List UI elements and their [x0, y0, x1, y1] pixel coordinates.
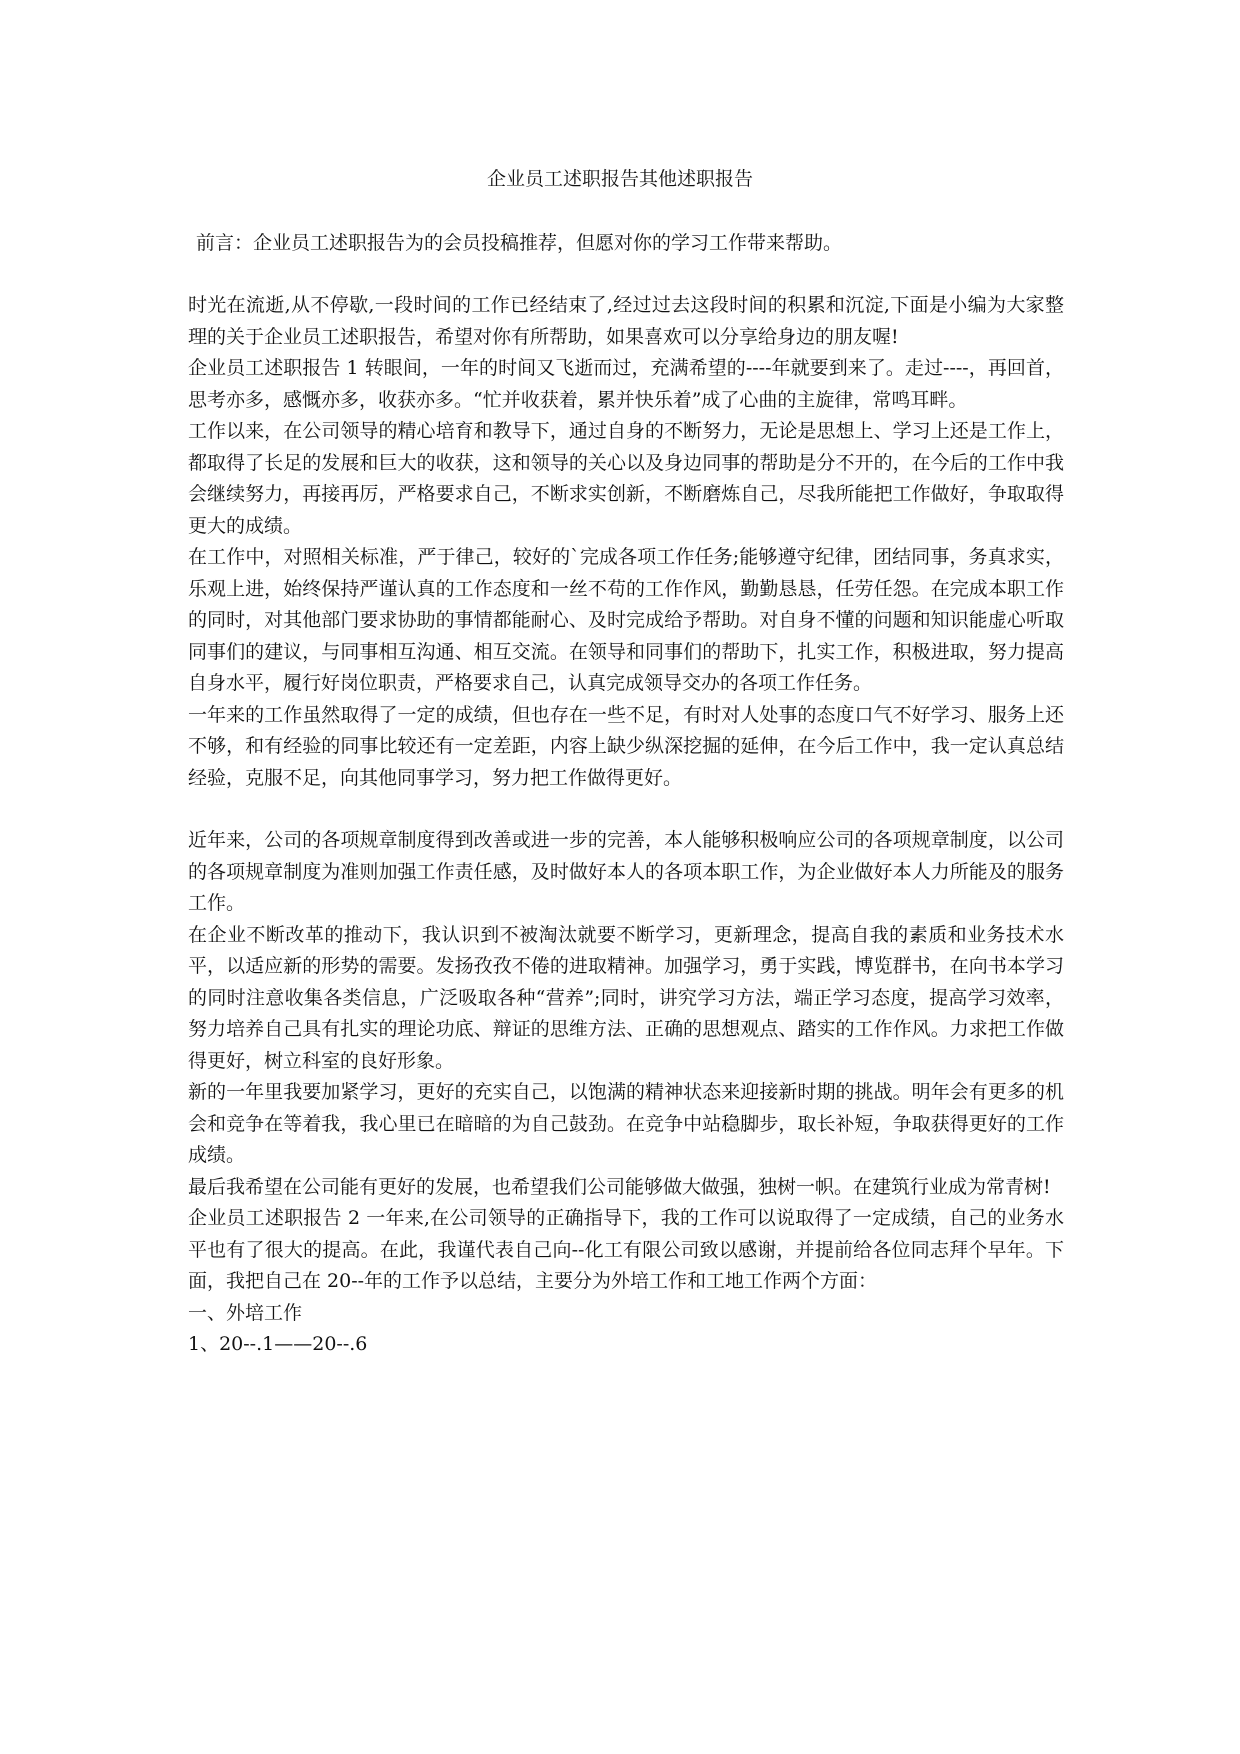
document-title: 企业员工述职报告其他述职报告 [486, 168, 753, 190]
paragraph-hope: 最后我希望在公司能有更好的发展，也希望我们公司能够做大做强，独树一帜。在建筑行业成为常青树! [188, 1175, 1051, 1198]
paragraph-report-1-opening: 企业员工述职报告 1 转眼间，一年的时间又飞逝而过，充满希望的----年就要到来了。走过----，再回首，思考亦多，感慨亦多，收获亦多。“忙并收获着，累并快乐着”成了心曲的主旋律，常鸣耳畔。 [188, 357, 1064, 411]
document-body [188, 290, 1064, 1361]
paragraph-work-since: 工作以来，在公司领导的精心培育和教导下，通过自身的不断努力，无论是思想上、学习上还是工作上，都取得了长足的发展和巨大的收获，这和领导的关心以及身边同事的帮助是分不开的，在今后的工作中我会继续努力，再接再厉，严格要求自己，不断求实创新，不断磨炼自己，尽我所能把工作做好，争取取得更大的成绩。 [188, 420, 1064, 537]
paragraph-spacer [188, 794, 1064, 825]
list-item-period: 1、20--.1——20--.6 [188, 1333, 368, 1355]
section-heading-external-training: 一、外培工作 [188, 1301, 303, 1324]
paragraph-intro: 时光在流逝,从不停歇,一段时间的工作已经结束了,经过过去这段时间的积累和沉淀,下面是小编为大家整理的关于企业员工述职报告，希望对你有所帮助，如果喜欢可以分享给身边的朋友喔! [188, 294, 1064, 348]
paragraph-learning: 在企业不断改革的推动下，我认识到不被淘汰就要不断学习，更新理念，提高自我的素质和业务技术水平，以适应新的形势的需要。发扬孜孜不倦的进取精神。加强学习，勇于实践，博览群书，在向书本学习的同时注意收集各类信息，广泛吸取各种“营养”;同时，讲究学习方法，端正学习态度，提高学习效率，努力培养自己具有扎实的理论功底、辩证的思维方法、正确的思想观点、踏实的工作作风。力求把工作做得更好，树立科室的良好形象。 [188, 923, 1064, 1072]
paragraph-regulations: 近年来，公司的各项规章制度得到改善或进一步的完善，本人能够积极响应公司的各项规章制度，以公司的各项规章制度为准则加强工作责任感，及时做好本人的各项本职工作，为企业做好本人力所能及的服务工作。 [188, 829, 1064, 914]
document-preface: 前言：企业员工述职报告为的会员投稿推荐，但愿对你的学习工作带来帮助。 [196, 232, 843, 254]
paragraph-report-2-opening: 企业员工述职报告 2 一年来,在公司领导的正确指导下，我的工作可以说取得了一定成绩，自己的业务水平也有了很大的提高。在此，我谨代表自己向--化工有限公司致以感谢，并提前给各位同志拜个早年。下面，我把自己在 20--年的工作予以总结，主要分为外培工作和工地工作两个方面： [188, 1207, 1064, 1292]
paragraph-shortcomings: 一年来的工作虽然取得了一定的成绩，但也存在一些不足，有时对人处事的态度口气不好学习、服务上还不够，和有经验的同事比较还有一定差距，内容上缺少纵深挖掘的延伸，在今后工作中，我一定认真总结经验，克服不足，向其他同事学习，努力把工作做得更好。 [188, 703, 1064, 789]
paragraph-new-year: 新的一年里我要加紧学习，更好的充实自己，以饱满的精神状态来迎接新时期的挑战。明年会有更多的机会和竞争在等着我，我心里已在暗暗的为自己鼓劲。在竞争中站稳脚步，取长补短，争取获得更好的工作成绩。 [188, 1081, 1064, 1166]
paragraph-in-work: 在工作中，对照相关标准，严于律己，较好的`完成各项工作任务;能够遵守纪律，团结同事，务真求实，乐观上进，始终保持严谨认真的工作态度和一丝不苟的工作作风，勤勤恳恳，任劳任怨。在完成本职工作的同时，对其他部门要求协助的事情都能耐心、及时完成给予帮助。对自身不懂的问题和知识能虚心听取同事们的建议，与同事相互沟通、相互交流。在领导和同事们的帮助下，扎实工作，积极进取，努力提高自身水平，履行好岗位职责，严格要求自己，认真完成领导交办的各项工作任务。 [188, 546, 1064, 694]
